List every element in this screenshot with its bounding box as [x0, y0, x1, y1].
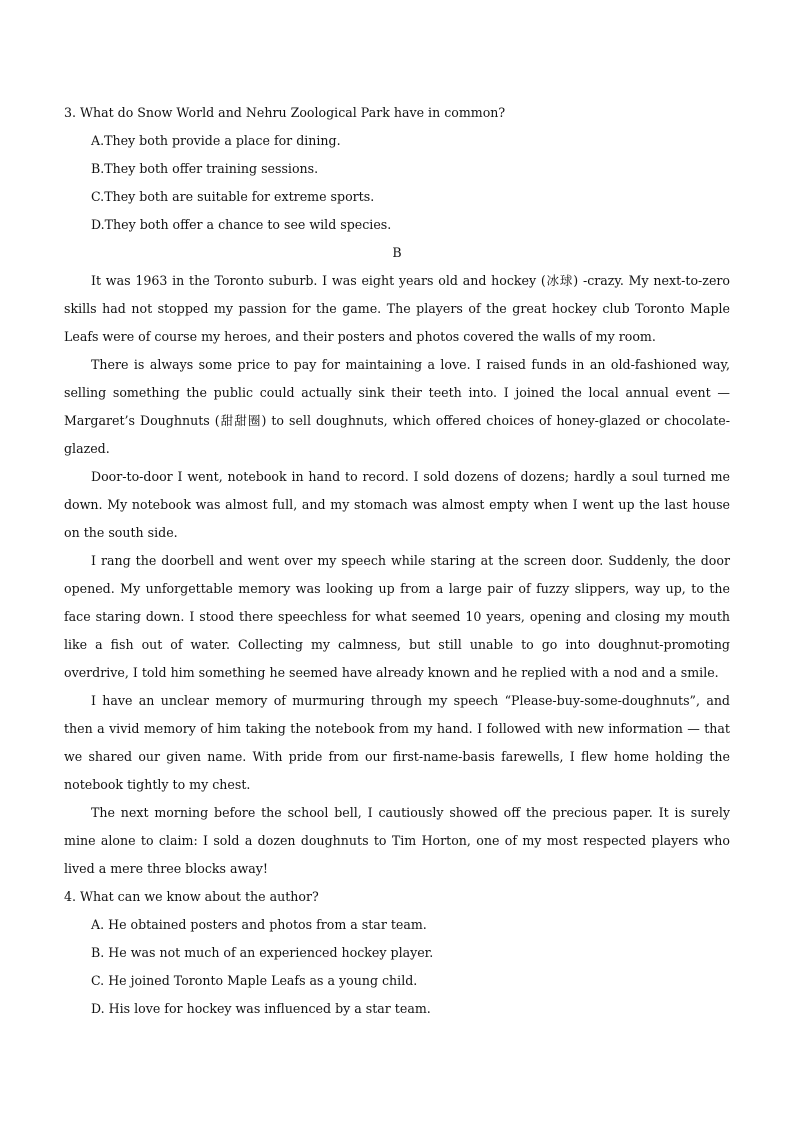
q4-option-a: A. He obtained posters and photos from a star team. [91, 917, 427, 932]
question-4: 4. What can we know about the author? [64, 889, 319, 904]
q3-option-d: D.They both offer a chance to see wild species. [91, 217, 392, 232]
q3-option-b: B.They both offer training sessions. [91, 161, 319, 176]
passage-paragraph-5: I have an unclear memory of murmuring through my speech “Please-buy-some-doughnuts”, and then a vivid memory of him taking the notebook from my hand. I followed with new information — that we shared our given name. With pride from our first-name-basis farewells, I flew home holding the notebook tightly to my chest. [64, 693, 730, 792]
passage-paragraph-6: The next morning before the school bell, I cautiously showed off the precious paper. It is surely mine alone to claim: I sold a dozen doughnuts to Tim Horton, one of my most respected players who lived a mere three blocks away! [64, 805, 730, 876]
passage-paragraph-1: It was 1963 in the Toronto suburb. I was eight years old and hockey (冰球) -crazy. My next-to-zero skills had not stopped my passion for the game. The players of the great hockey club Toronto Maple Leafs were of course my heroes, and their posters and photos covered the walls of my room. [64, 273, 730, 344]
q4-option-d: D. His love for hockey was influenced by a star team. [91, 1001, 431, 1016]
passage-paragraph-4: I rang the doorbell and went over my speech while staring at the screen door. Suddenly, the door opened. My unforgettable memory was looking up from a large pair of fuzzy slippers, way up, to the face staring down. I stood there speechless for what seemed 10 years, opening and closing my mouth like a fish out of water. Collecting my calmness, but still unable to go into doughnut-promoting overdrive, I told him something he seemed have already known and he replied with a nod and a smile. [64, 553, 730, 680]
q4-option-b: B. He was not much of an experienced hockey player. [91, 945, 434, 960]
section-b-heading: B [392, 245, 402, 260]
question-3: 3. What do Snow World and Nehru Zoological Park have in common? [64, 105, 506, 120]
passage-paragraph-3: Door-to-door I went, notebook in hand to record. I sold dozens of dozens; hardly a soul turned me down. My notebook was almost full, and my stomach was almost empty when I went up the last house on the south side. [64, 469, 730, 540]
q3-option-a: A.They both provide a place for dining. [91, 133, 341, 148]
q3-option-c: C.They both are suitable for extreme sports. [91, 189, 375, 204]
q4-option-c: C. He joined Toronto Maple Leafs as a young child. [91, 973, 418, 988]
passage-paragraph-2: There is always some price to pay for maintaining a love. I raised funds in an old-fashioned way, selling something the public could actually sink their teeth into. I joined the local annual event — Margaret’s Doughnuts (甜甜圈) to sell doughnuts, which offered choices of honey-glazed or chocolate-glazed. [64, 357, 730, 456]
document-page [64, 99, 730, 1023]
